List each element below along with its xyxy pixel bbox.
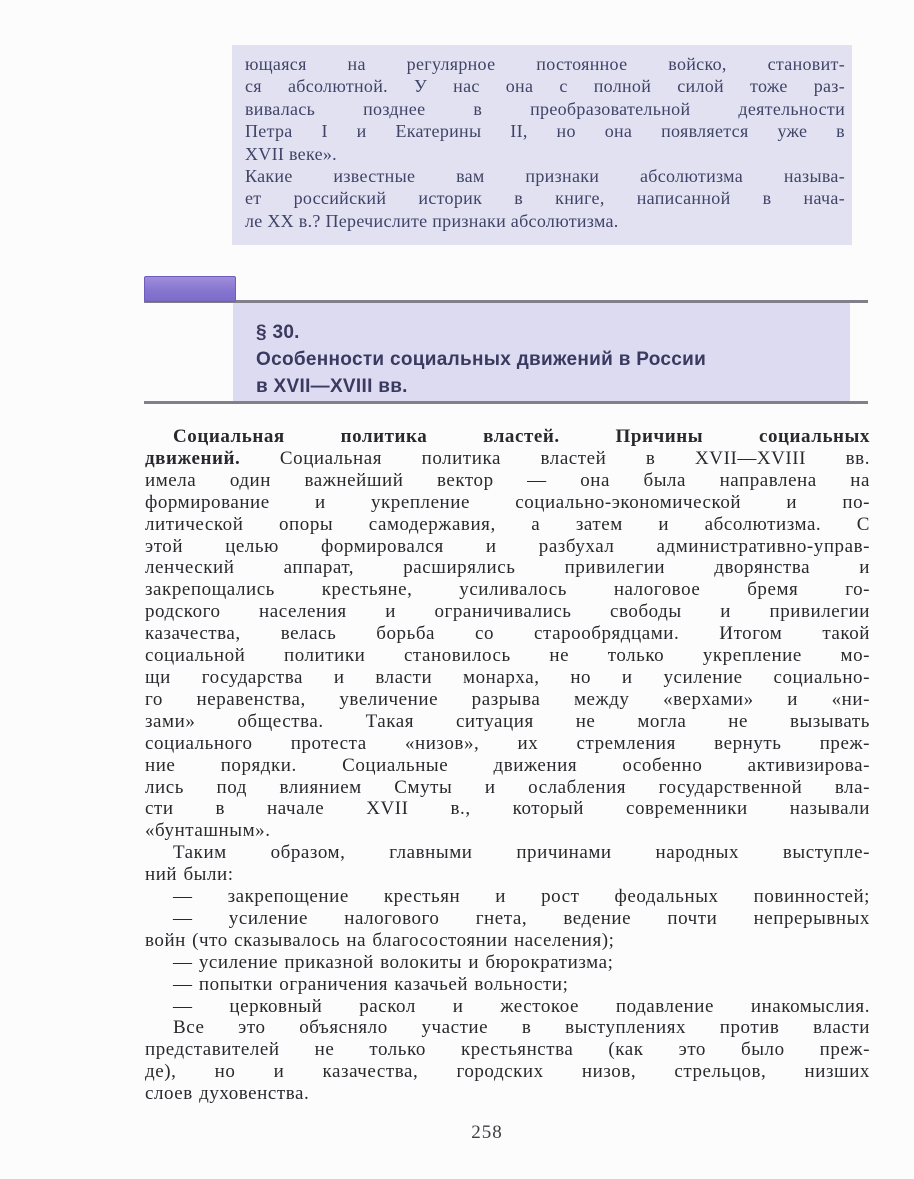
text-line [245,143,845,165]
text-line [145,514,870,536]
page-number: 258 [471,1122,503,1143]
text-run: зами» общества. Такая ситуация не могла не вызывать [145,710,870,732]
text-line [245,210,845,232]
bottom-divider-line [144,401,868,404]
text-line [245,120,845,142]
text-run: сти в начале XVII в., который современники называли [145,798,870,820]
text-run: ле XX в.? Перечислите признаки абсолютизма. [245,210,619,231]
text-line [145,1061,870,1083]
text-run: вивалась позднее в преобразовательной деятельности [245,98,845,119]
text-line [145,623,870,645]
text-line [245,187,845,209]
text-run: — усиление налогового гнета, ведение почти непрерывных [173,907,870,929]
text-line [145,798,870,820]
text-line [145,448,870,470]
text-run: Все это объясняло участие в выступлениях против власти [173,1017,870,1039]
text-line [145,536,870,558]
text-run: имела один важнейший вектор — она была направлена на [145,469,870,491]
text-line [145,820,870,842]
text-run: социальной политики становилось не только укрепление мо- [145,645,870,667]
text-line [245,165,845,187]
text-line [145,645,870,667]
text-run: представителей не только крестьянства (как это было преж- [145,1039,870,1061]
text-run: — попытки ограничения казачьей вольности; [173,973,569,995]
text-line [145,492,870,514]
text-line [145,601,870,623]
text-run: закрепощались крестьяне, усиливалось налоговое бремя го- [145,579,870,601]
text-run: ет российский историк в книге, написанной в нача- [245,188,845,209]
text-run: — закрепощение крестьян и рост феодальных повинностей; [173,886,870,908]
text-run: ние порядки. Социальные движения особенно активизирова- [145,754,870,776]
bold-text-run: движений. [145,447,241,469]
text-run: родского населения и ограничивались свободы и привилегии [145,601,870,623]
text-line [145,711,870,733]
text-run: ний были: [145,864,234,886]
top-divider-line [144,300,868,303]
text-line [145,579,870,601]
text-run: литической опоры самодержавия, а затем и абсолютизма. С [145,513,870,535]
text-run: формирование и укрепление социально-экономической и по- [145,491,870,513]
text-run: — церковный раскол и жестокое подавление инакомыслия. [173,995,870,1017]
text-line [145,886,870,908]
text-line [145,908,870,930]
text-line [145,557,870,579]
text-run: «бунташным». [145,820,271,842]
text-run: Какие известные вам признаки абсолютизма называ- [245,166,845,187]
text-run: щи государства и власти монарха, но и усиление социально- [145,666,870,688]
text-line [145,426,870,448]
text-line [145,777,870,799]
text-run: социального протеста «низов», их стремления вернуть преж- [145,732,870,754]
section-number: § 30. [256,322,300,343]
text-line [245,75,845,97]
text-run: ющаяся на регулярное постоянное войско, становит- [245,54,845,74]
body-text [145,426,870,1105]
text-run: этой целью формировался и разбухал административно-управ- [145,535,870,557]
text-run: го неравенства, увеличение разрыва между «верхами» и «ни- [145,688,870,710]
text-line [145,733,870,755]
text-run: ленческий аппарат, расширялись привилегии дворянства и [145,557,870,579]
text-run: ся абсолютной. У нас она с полной силой тоже раз- [245,76,845,97]
text-line [145,1017,870,1039]
section-tab-marker [144,276,236,302]
text-line [145,974,870,996]
text-run: слоев духовенства. [145,1083,310,1105]
text-run: Таким образом, главными причинами народных выступле- [173,842,870,864]
excerpt-question-box [232,45,852,245]
text-line [145,689,870,711]
section-title-line-2: в XVII—XVIII вв. [256,376,408,397]
text-run: — усиление приказной волокиты и бюрократизма; [173,951,614,973]
bold-text-run: Социальная политика властей. Причины социальных [173,426,870,447]
section-header-box [233,303,850,401]
text-line [145,755,870,777]
text-line [145,930,870,952]
section-title-line-1: Особенности социальных движений в России [256,349,707,370]
text-line [145,996,870,1018]
text-run: лись под влиянием Смуты и ослабления государственной вла- [145,776,870,798]
text-line [145,667,870,689]
text-run: XVII веке». [245,143,337,164]
text-line [145,864,870,886]
text-line [145,1083,870,1105]
text-run: де), но и казачества, городских низов, стрельцов, низших [145,1061,870,1083]
text-run: казачества, велась борьба со старообрядцами. Итогом такой [145,623,870,645]
text-run: Социальная политика властей в XVII—XVIII вв. [240,447,870,469]
text-line [145,470,870,492]
text-line [145,1039,870,1061]
text-line [245,53,845,75]
text-run: Петра I и Екатерины II, но она появляется уже в [245,121,845,142]
text-line [145,842,870,864]
text-line [245,98,845,120]
text-line [145,952,870,974]
text-run: войн (что сказывалось на благосостоянии населения); [145,929,615,951]
